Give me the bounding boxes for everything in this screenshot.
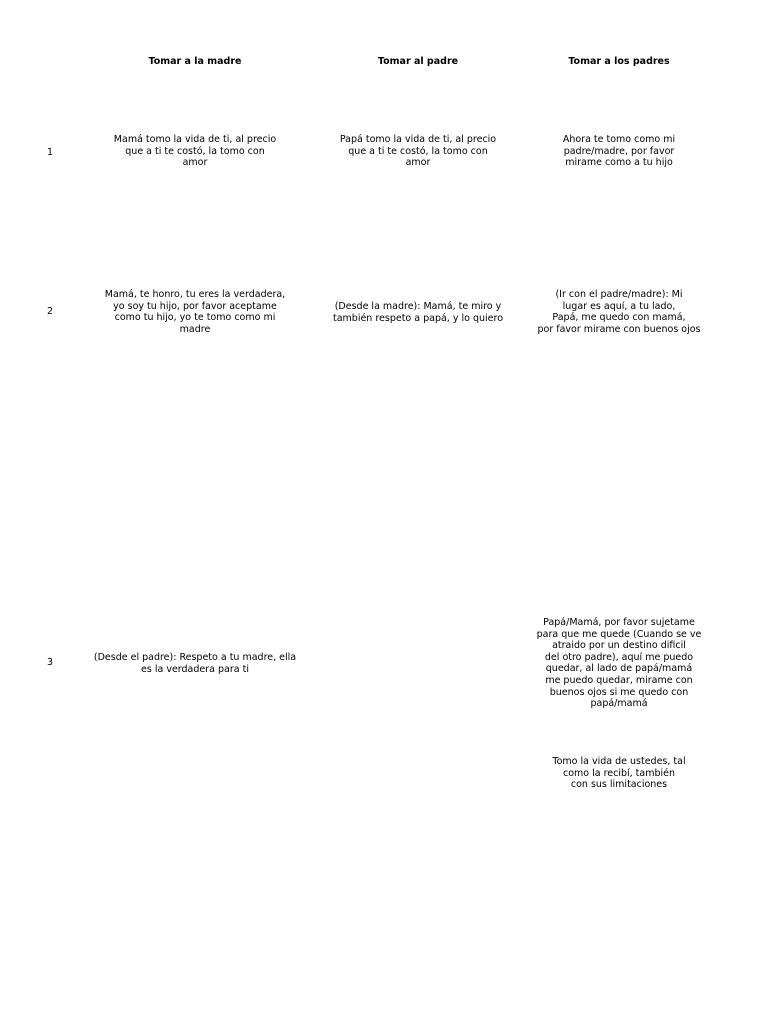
row-3-padres-text: Papá/Mamá, por favor sujetame para que me quede (Cuando se ve atraido por un destino dificil del otro padre), aquí me puedo quedar, al lado de papá/mamá me puedo quedar, mirame con buenos ojos si me quedo con papá/mamá [536, 617, 702, 710]
row-number-3: 3 [46, 657, 54, 668]
row-2-padre-text: (Desde la madre): Mamá, te miro y también respeto a papá, y lo quiero [332, 301, 504, 324]
row-3-madre-text: (Desde el padre): Respeto a tu madre, ella es la verdadera para ti [93, 652, 297, 675]
row-number-2: 2 [46, 306, 54, 317]
row-2-madre-text: Mamá, te honro, tu eres la verdadera, yo soy tu hijo, por favor aceptame como tu hijo, yo te tomo como mi madre [104, 289, 286, 335]
row-1-padres-text: Ahora te tomo como mi padre/madre, por favor mirame como a tu hijo [562, 134, 676, 169]
extra-padres-text: Tomo la vida de ustedes, tal como la recibí, también con sus limitaciones [552, 756, 686, 791]
row-2-padres-text: (Ir con el padre/madre): Mi lugar es aquí, a tu lado, Papá, me quedo con mamá, por favor mirame con buenos ojos [537, 289, 701, 335]
header-tomar-madre: Tomar a la madre [148, 56, 242, 67]
header-tomar-padre: Tomar al padre [377, 56, 459, 67]
row-number-1: 1 [46, 147, 54, 158]
header-tomar-padres: Tomar a los padres [568, 56, 670, 67]
row-1-padre-text: Papá tomo la vida de ti, al precio que a ti te costó, la tomo con amor [339, 134, 497, 169]
row-1-madre-text: Mamá tomo la vida de ti, al precio que a ti te costó, la tomo con amor [113, 134, 277, 169]
